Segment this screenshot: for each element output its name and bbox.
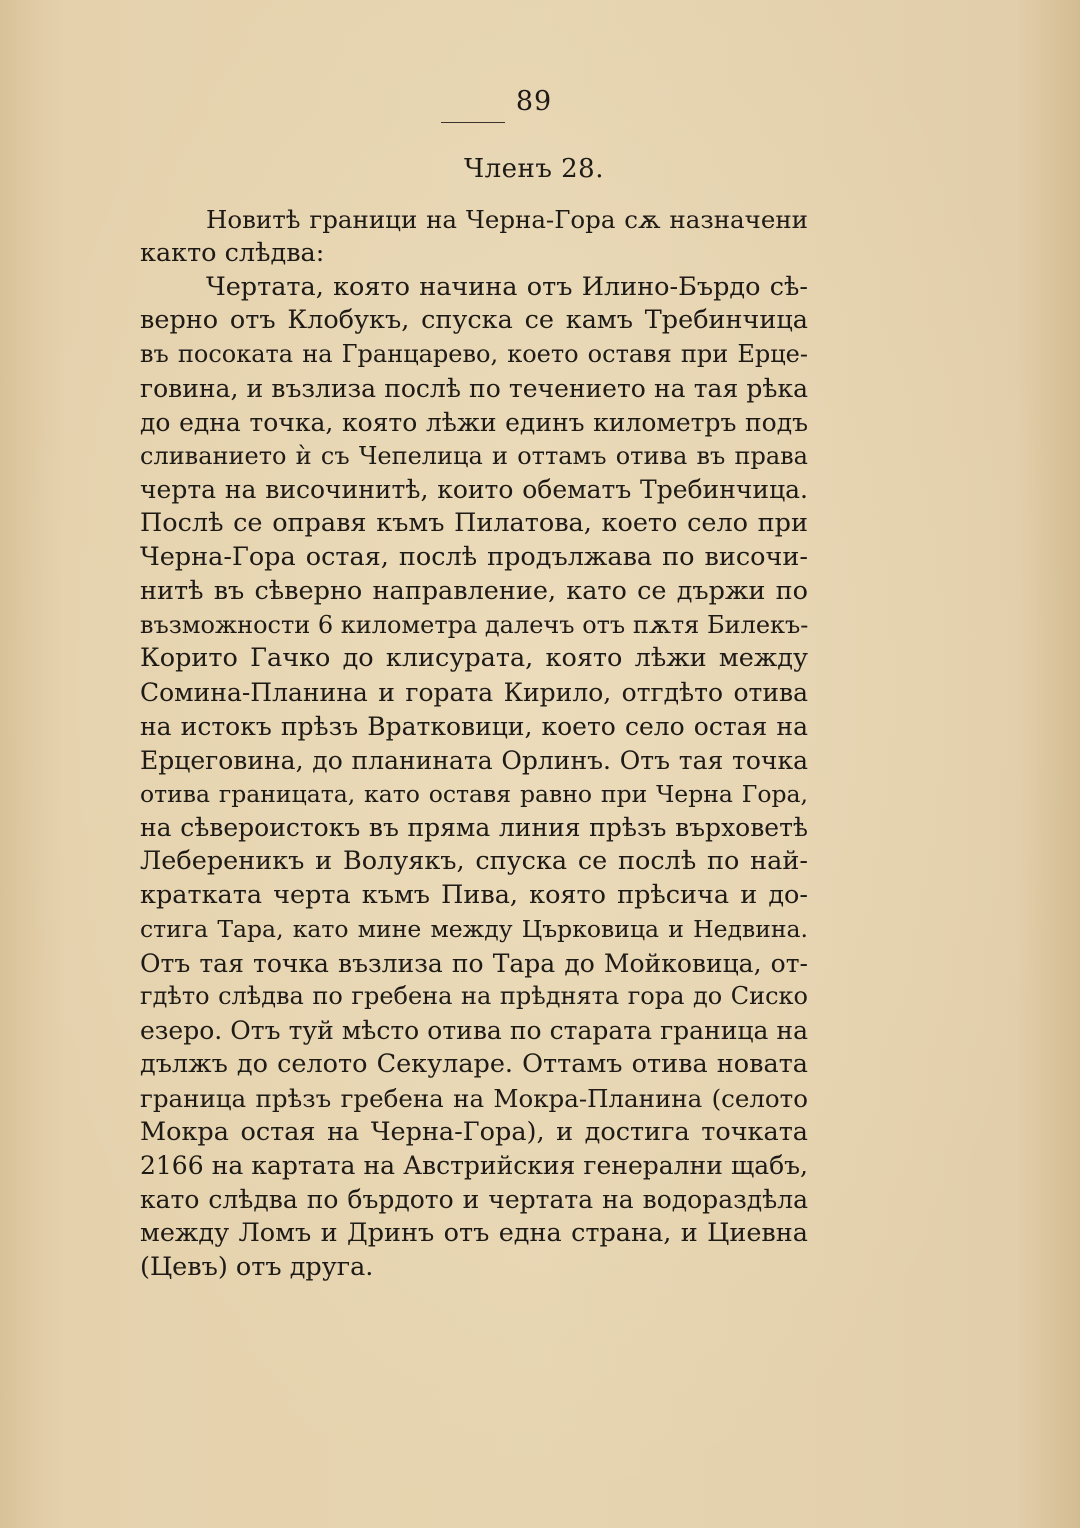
text-line: гдѣто слѣдва по гребена на прѣднята гора до Сиско — [140, 982, 808, 1011]
text-line: Чертата, която начина отъ Илино-Бърдо сѣ- — [206, 271, 808, 302]
text-line: на истокъ прѣзъ Вратковици, което село остая на — [140, 711, 808, 741]
article-body — [140, 203, 808, 1285]
text-line: говина, и възлиза послѣ по течението на тая рѣка — [140, 373, 808, 403]
text-line: Лебереникъ и Волуякъ, спуска се послѣ по най- — [140, 846, 808, 877]
text-line: нитѣ въ сѣверно направление, като се държи по — [140, 575, 808, 606]
text-line: Ерцеговина, до планината Орлинъ. Отъ тая точка — [140, 745, 808, 775]
text-line: кратката черта къмъ Пива, която прѣсича и до- — [140, 879, 808, 910]
text-line: Отъ тая точка възлиза по Тара до Мойковица, от- — [140, 948, 808, 978]
text-line: верно отъ Клобукъ, спуска се камъ Требинчица — [140, 305, 808, 336]
text-line: както слѣдва: — [140, 237, 325, 268]
text-line: сливанието ѝ съ Чепелица и оттамъ отива въ права — [140, 441, 808, 470]
page-number: 89 — [515, 86, 553, 117]
text-line: Сомина-Планина и гората Кирило, отгдѣто отива — [140, 678, 808, 708]
text-line: възможности 6 километра далечъ отъ пѫтя Билекъ- — [140, 610, 809, 639]
text-line: на сѣвероистокъ въ пряма линия прѣзъ върховетѣ — [140, 813, 808, 843]
text-line: Послѣ се оправя къмъ Пилатова, което село при — [140, 508, 808, 539]
text-line: до една точка, която лѣжи единъ километръ подъ — [140, 407, 808, 437]
text-line: езеро. Отъ туй мѣсто отива по старата граница на — [140, 1016, 808, 1046]
text-line: като слѣдва по бърдото и чертата на водораздѣла — [140, 1185, 808, 1215]
page-number-rule — [441, 122, 505, 123]
text-line: Мокра остая на Черна-Гора), и достига точката — [140, 1116, 808, 1147]
text-line: дължъ до селото Секуларе. Оттамъ отива новата — [140, 1048, 808, 1079]
text-line: стига Тара, като мине между Църковица и Недвина. — [140, 914, 808, 943]
text-line: 2166 на картата на Австрийския генерални щабъ, — [140, 1151, 808, 1181]
text-line: черта на височинитѣ, които обематъ Требинчица. — [140, 475, 808, 505]
text-line: Корито Гачко до клисурата, която лѣжи между — [140, 643, 808, 674]
text-line: Черна-Гора остая, послѣ продължава по височи- — [140, 541, 808, 572]
text-line: Новитѣ граници на Черна-Гора сѫ назначени — [206, 205, 808, 234]
text-line: въ посоката на Гранцарево, което оставя при Ерце- — [140, 340, 808, 369]
text-line: отива границата, като оставя равно при Черна Гора, — [140, 779, 808, 808]
text-line: (Цевъ) отъ друга. — [140, 1251, 374, 1282]
text-line: граница прѣзъ гребена на Мокра-Планина (селото — [140, 1083, 808, 1113]
article-heading: Членъ 28. — [464, 154, 604, 184]
text-line: между Ломъ и Дринъ отъ една страна, и Циевна — [140, 1217, 808, 1248]
